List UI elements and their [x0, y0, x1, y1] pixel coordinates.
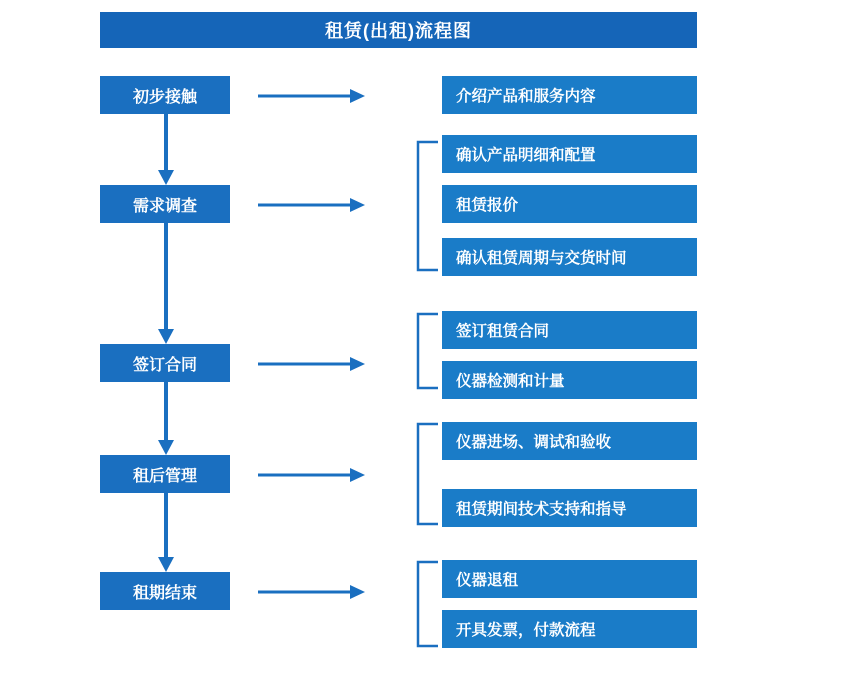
task-box-zu-lin-qi-jian-zhi-chi[interactable]: 租赁期间技术支持和指导: [442, 489, 697, 527]
vertical-arrow-1: [155, 114, 177, 186]
vertical-arrow-2: [155, 223, 177, 345]
task-box-que-ren-zu-lin-zhou-qi[interactable]: 确认租赁周期与交货时间: [442, 238, 697, 276]
stage-box-zu-qi-jie-shu[interactable]: 租期结束: [100, 572, 230, 610]
task-box-yi-qi-jin-chang[interactable]: 仪器进场、调试和验收: [442, 422, 697, 460]
horizontal-arrow-1: [258, 85, 366, 107]
group-bracket-3: [414, 312, 438, 390]
task-box-kai-ju-fa-piao[interactable]: 开具发票，付款流程: [442, 610, 697, 648]
task-box-que-ren-chan-pin[interactable]: 确认产品明细和配置: [442, 135, 697, 173]
stage-box-xu-qiu-diao-cha[interactable]: 需求调查: [100, 185, 230, 223]
task-box-yi-qi-tui-zu[interactable]: 仪器退租: [442, 560, 697, 598]
task-box-jie-shao-chan-pin[interactable]: 介绍产品和服务内容: [442, 76, 697, 114]
group-bracket-4: [414, 422, 438, 526]
task-box-qian-ding-zu-lin-he-tong[interactable]: 签订租赁合同: [442, 311, 697, 349]
horizontal-arrow-5: [258, 581, 366, 603]
horizontal-arrow-4: [258, 464, 366, 486]
task-box-zu-lin-bao-jia[interactable]: 租赁报价: [442, 185, 697, 223]
task-box-yi-qi-jian-ce[interactable]: 仪器检测和计量: [442, 361, 697, 399]
stage-box-qian-ding-he-tong[interactable]: 签订合同: [100, 344, 230, 382]
page-title: 租赁(出租)流程图: [100, 12, 697, 48]
vertical-arrow-3: [155, 382, 177, 456]
group-bracket-2: [414, 140, 438, 272]
horizontal-arrow-2: [258, 194, 366, 216]
stage-box-zu-hou-guan-li[interactable]: 租后管理: [100, 455, 230, 493]
group-bracket-5: [414, 560, 438, 648]
horizontal-arrow-3: [258, 353, 366, 375]
vertical-arrow-4: [155, 493, 177, 573]
stage-box-chu-bu-jie-chu[interactable]: 初步接触: [100, 76, 230, 114]
